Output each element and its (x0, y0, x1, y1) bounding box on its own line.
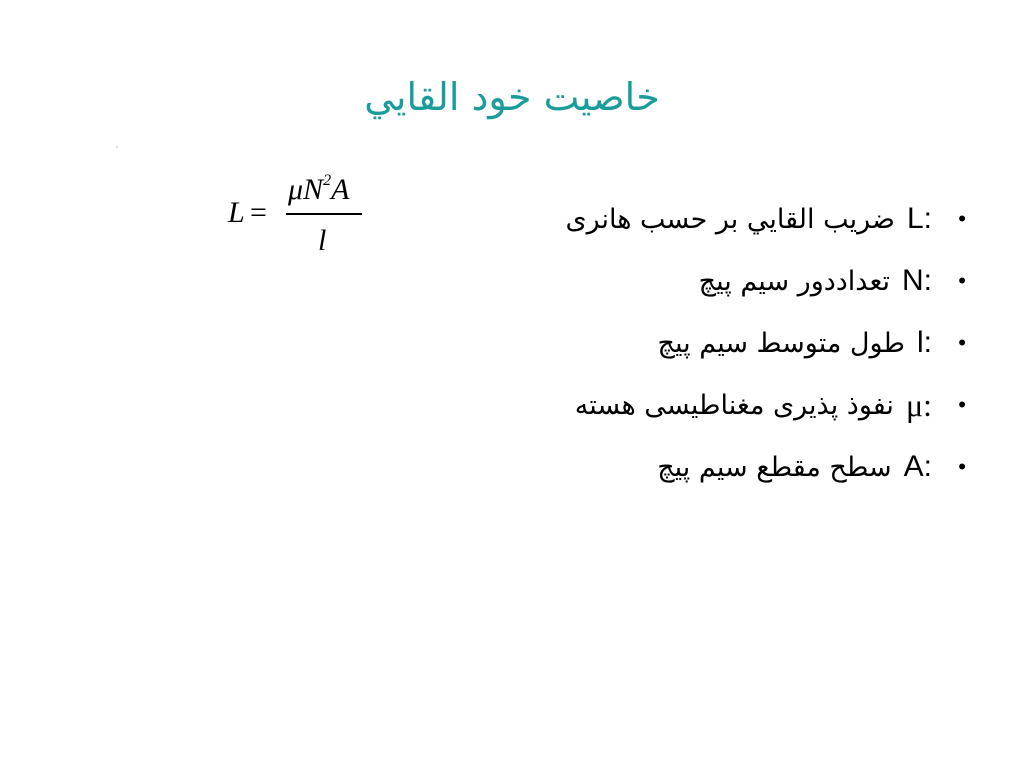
formula-lhs: L (228, 196, 245, 229)
term-label: L: (906, 202, 932, 235)
image-artifact (116, 146, 118, 148)
inductance-formula (226, 168, 376, 278)
list-item (406, 436, 966, 498)
term-description: تعداددور سيم پيچ (698, 265, 890, 297)
term-label: μ: (905, 386, 932, 423)
definition-list (406, 188, 966, 498)
term-label: l: (917, 326, 932, 359)
term-description: نفوذ پذيری مغناطيسی هسته (574, 389, 894, 421)
formula-numerator-base: μN (288, 173, 324, 206)
list-item (406, 374, 966, 436)
term-description: ضريب القايي بر حسب هانری (565, 203, 895, 235)
term-label: A: (903, 450, 932, 483)
fraction-bar (286, 213, 362, 215)
slide-title: خاصيت خود القايي (364, 75, 660, 119)
bullet-icon: • (958, 206, 966, 231)
bullet-icon: • (958, 392, 966, 417)
term-description: سطح مقطع سيم پيچ (657, 451, 892, 483)
bullet-icon: • (958, 268, 966, 293)
formula-exponent: 2 (323, 172, 332, 189)
formula-numerator-tail: A (331, 173, 350, 206)
bullet-icon: • (958, 454, 966, 479)
list-item (406, 188, 966, 250)
formula-equals: = (250, 196, 267, 229)
term-label: N: (902, 264, 932, 297)
term-description: طول متوسط سيم پيچ (657, 327, 905, 359)
list-item (406, 312, 966, 374)
bullet-icon: • (958, 330, 966, 355)
list-item (406, 250, 966, 312)
formula-numerator (288, 172, 349, 207)
formula-denominator: l (318, 224, 327, 257)
